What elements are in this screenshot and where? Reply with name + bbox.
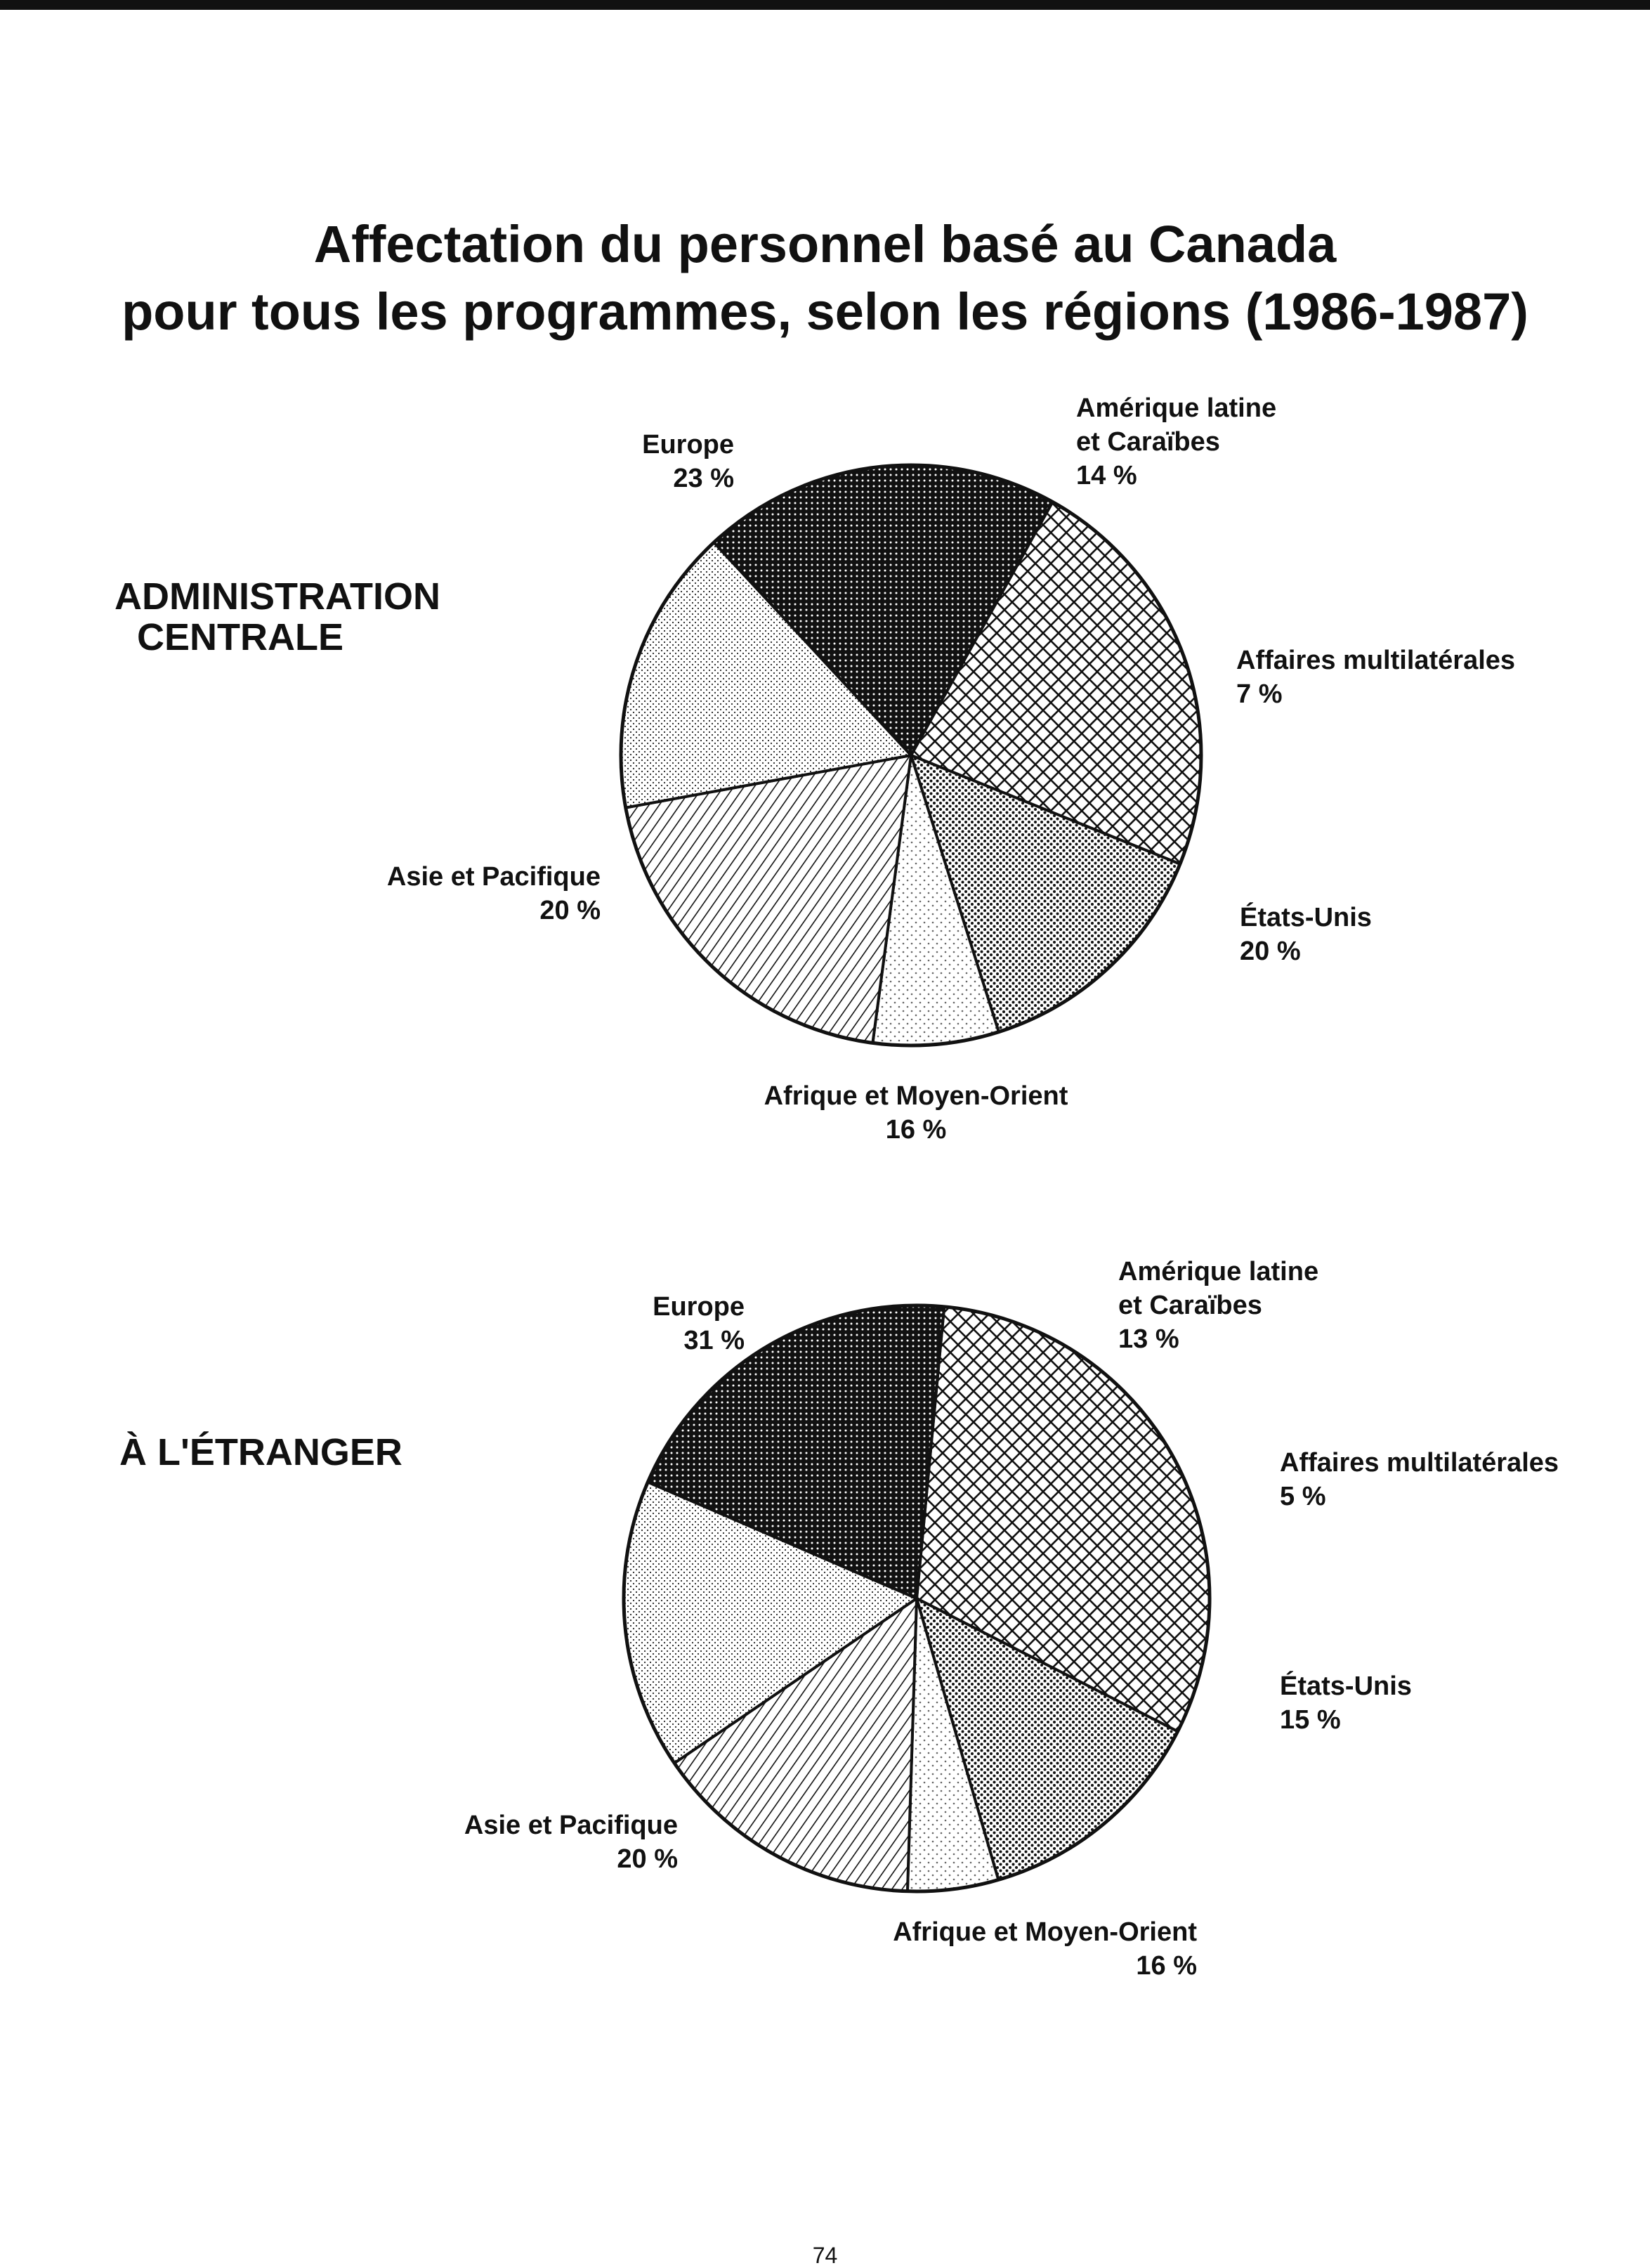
- section-title-etranger: À L'ÉTRANGER: [119, 1431, 402, 1473]
- section-title-centrale: CENTRALE: [137, 616, 343, 658]
- chart-title-line-2: pour tous les programmes, selon les régions (1986-1987): [122, 282, 1528, 341]
- slice-label-text: Europe: [653, 1292, 745, 1322]
- page-number: 74: [812, 2243, 838, 2268]
- slice-label-text: et Caraïbes: [1118, 1291, 1262, 1320]
- slice-label-asie: [464, 1811, 678, 1874]
- slice-label-text: États-Unis: [1280, 1671, 1412, 1701]
- section-title-administration: ADMINISTRATION: [114, 575, 440, 618]
- chart-title-line-1: Affectation du personnel basé au Canada: [313, 215, 1337, 273]
- slice-label-amerique: [1076, 393, 1276, 490]
- slice-value-text: 23 %: [673, 464, 734, 493]
- slice-label-europe: [653, 1292, 745, 1355]
- pie-chart-a-l-etranger: [0, 1237, 1650, 1995]
- slice-label-usa: [1240, 901, 1372, 966]
- slice-value-text: 20 %: [539, 896, 601, 925]
- slice-label-text: et Caraïbes: [1076, 427, 1220, 457]
- slice-label-usa: [1280, 1670, 1412, 1735]
- slice-value-text: 5 %: [1280, 1482, 1326, 1511]
- slice-label-text: États-Unis: [1240, 903, 1372, 932]
- slice-label-text: Affaires multilatérales: [1280, 1448, 1559, 1478]
- slice-label-text: Afrique et Moyen-Orient: [764, 1081, 1068, 1111]
- slice-value-text: 16 %: [885, 1115, 947, 1145]
- slice-label-text: Asie et Pacifique: [386, 862, 601, 892]
- slice-value-text: 13 %: [1118, 1324, 1179, 1354]
- slice-value-text: 20 %: [617, 1844, 678, 1874]
- slice-label-text: Europe: [642, 430, 734, 460]
- slice-label-europe: [642, 430, 734, 493]
- slice-label-afrique: [893, 1917, 1197, 1981]
- slice-label-text: Amérique latine: [1118, 1257, 1319, 1286]
- slice-value-text: 31 %: [683, 1326, 745, 1355]
- slice-label-afrique: [764, 1081, 1068, 1145]
- slice-label-amerique: [1118, 1257, 1318, 1354]
- top-edge-bar: [0, 0, 1650, 10]
- slice-label-text: Afrique et Moyen-Orient: [893, 1917, 1197, 1947]
- slice-value-text: 7 %: [1236, 679, 1283, 709]
- slice-label-multi: [1236, 646, 1515, 709]
- slice-value-text: 16 %: [1136, 1951, 1197, 1981]
- slice-label-text: Asie et Pacifique: [464, 1811, 678, 1840]
- slice-label-multi: [1280, 1448, 1559, 1511]
- pie-chart-administration-centrale: [0, 393, 1650, 1152]
- slice-label-text: Affaires multilatérales: [1236, 646, 1516, 675]
- slice-label-text: Amérique latine: [1076, 393, 1277, 423]
- slice-value-text: 14 %: [1076, 461, 1137, 490]
- slice-value-text: 15 %: [1280, 1705, 1341, 1735]
- slice-label-asie: [387, 862, 601, 925]
- slice-value-text: 20 %: [1240, 937, 1301, 966]
